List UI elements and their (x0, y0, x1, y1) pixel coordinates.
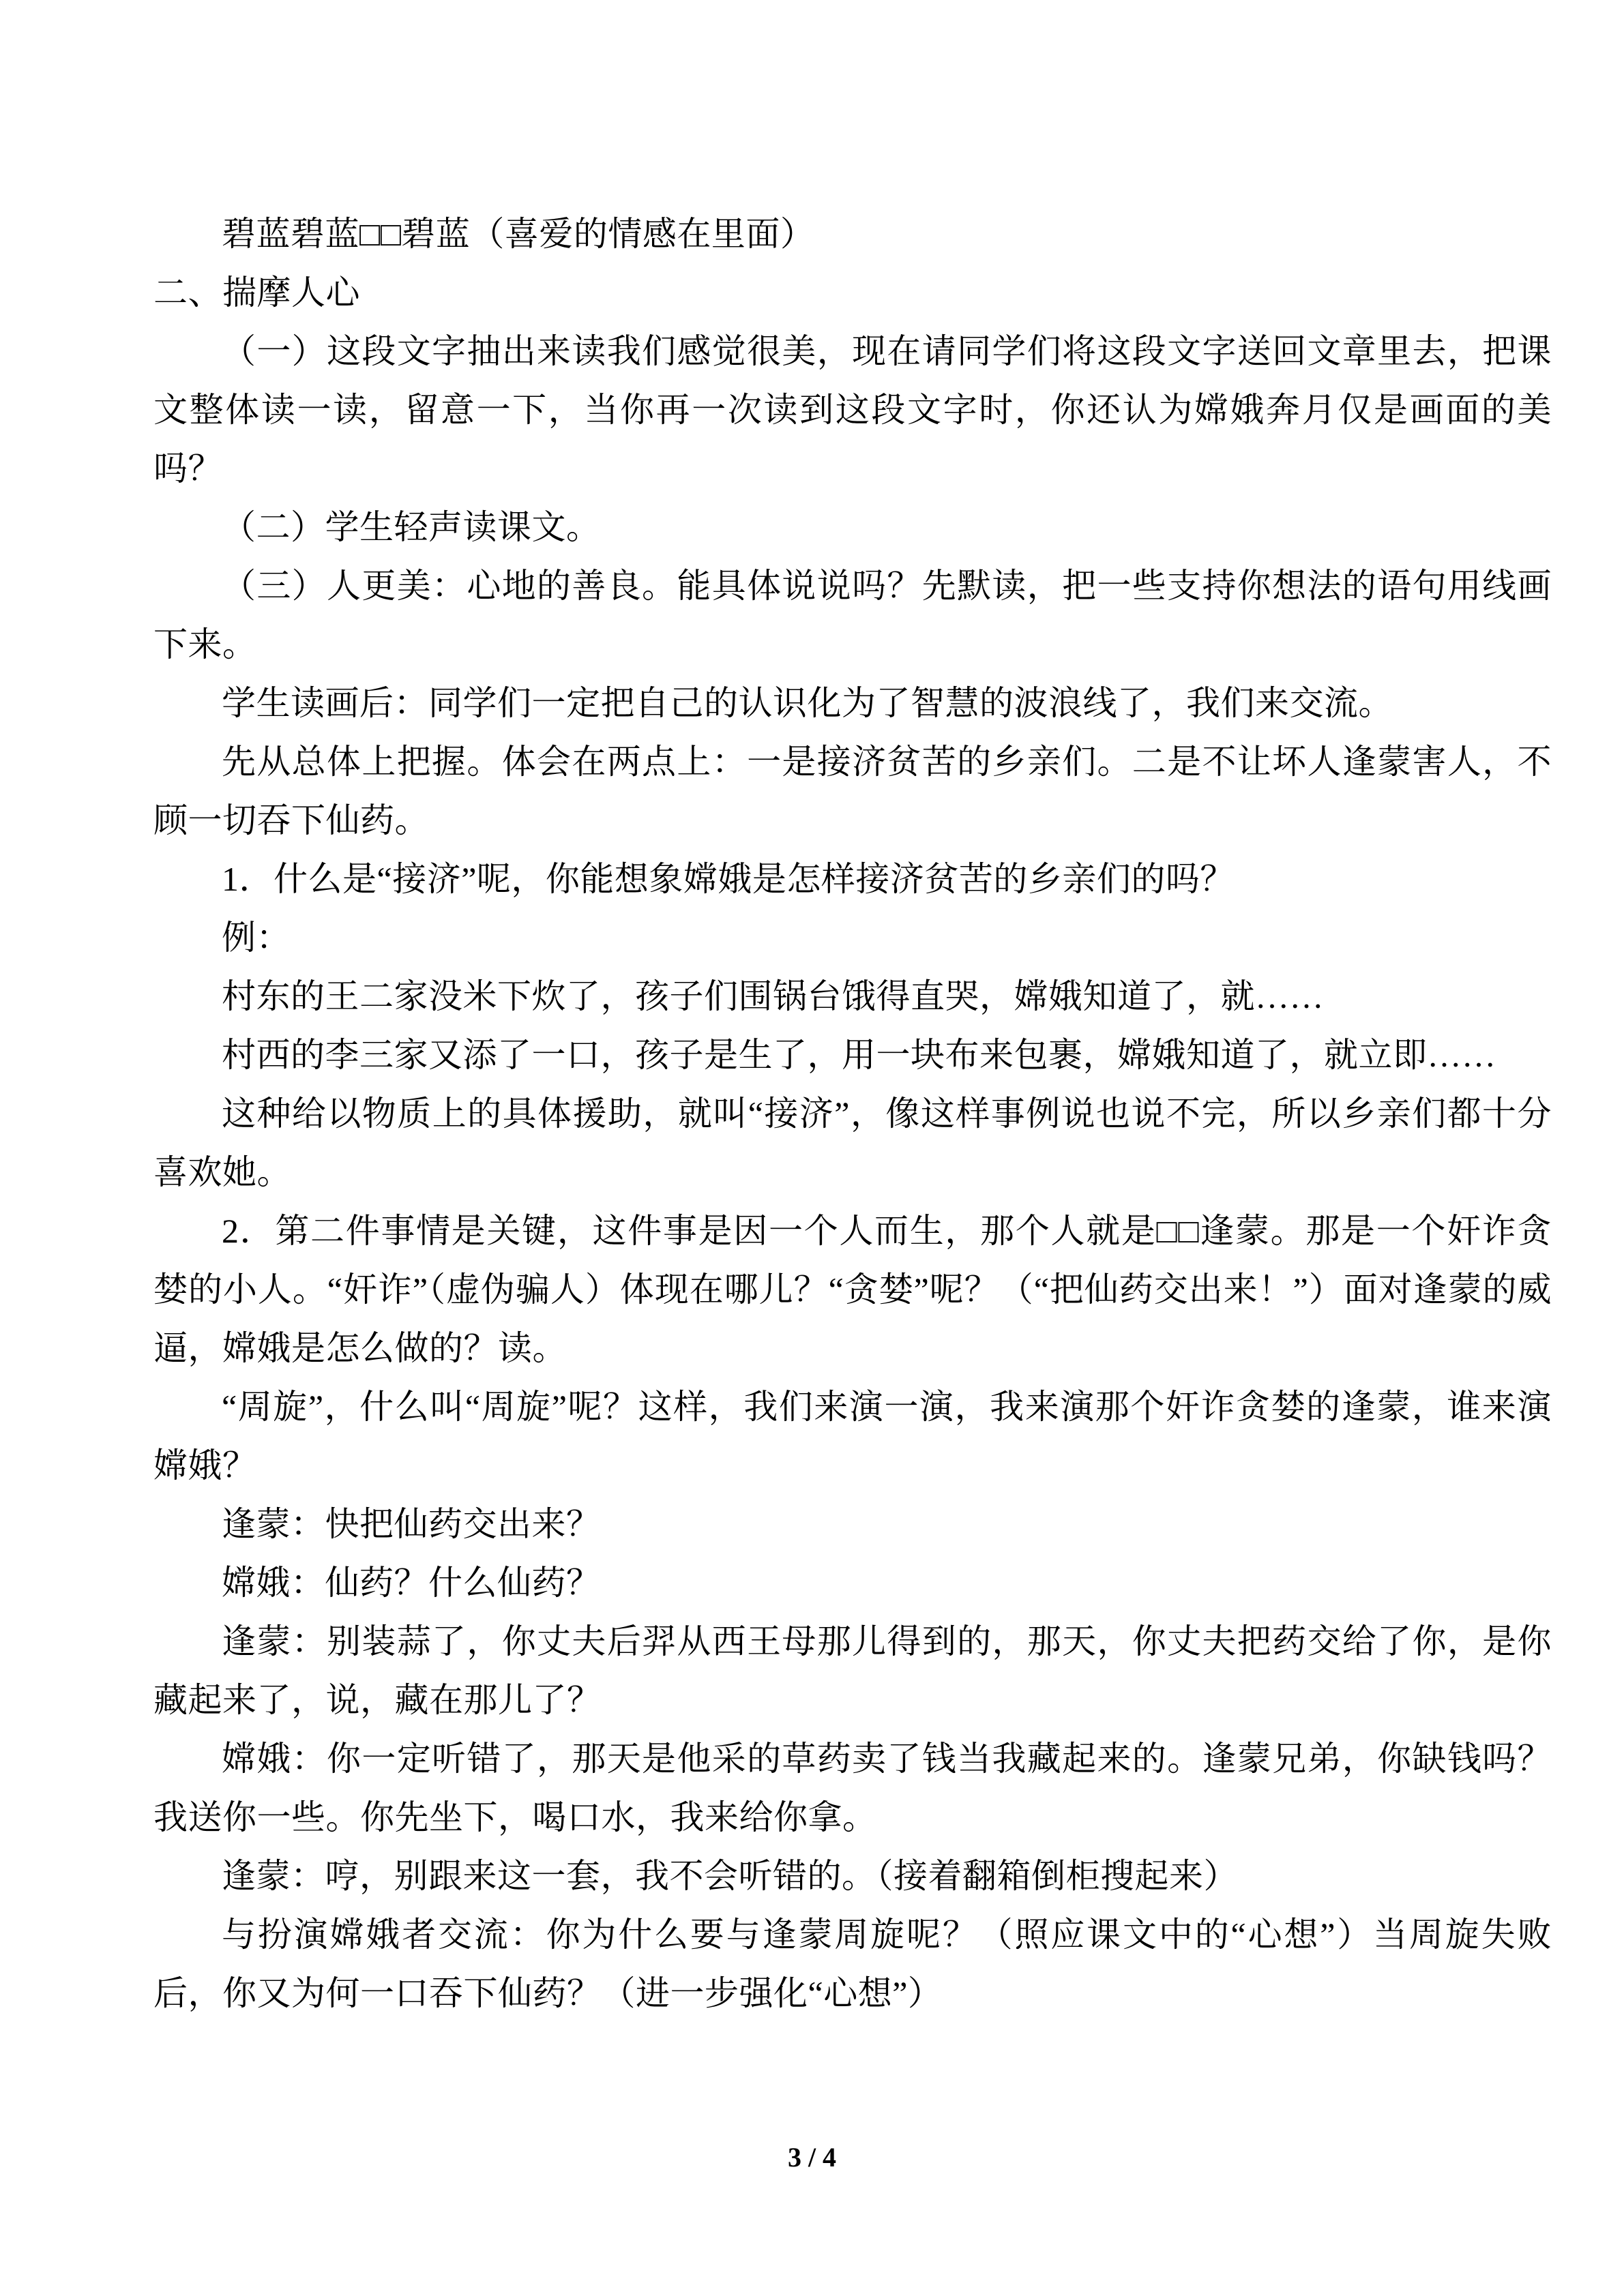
paragraph: （一）这段文字抽出来读我们感觉很美，现在请同学们将这段文字送回文章里去，把课文整体读一读，留意一下，当你再一次读到这段文字时，你还认为嫦娥奔月仅是画面的美吗？ (153, 332, 1552, 488)
paragraph: （二）学生轻声读课文。 (222, 508, 601, 546)
paragraph: “周旋”，什么叫“周旋”呢？这样，我们来演一演，我来演那个奸诈贪婪的逢蒙，谁来演嫦娥？ (153, 1388, 1552, 1485)
paragraph: 1．什么是“接济”呢，你能想象嫦娥是怎样接济贫苦的乡亲们的吗？ (222, 860, 1235, 898)
paragraph: 例： (222, 919, 291, 957)
paragraph: 碧蓝碧蓝□□碧蓝（喜爱的情感在里面） (222, 215, 815, 253)
paragraph: 与扮演嫦娥者交流：你为什么要与逢蒙周旋呢？（照应课文中的“心想”）当周旋失败后，你又为何一口吞下仙药？（进一步强化“心想”） (153, 1915, 1552, 2012)
paragraph: 村东的王二家没米下炊了，孩子们围锅台饿得直哭，嫦娥知道了，就…… (222, 977, 1324, 1015)
paragraph: 村西的李三家又添了一口，孩子是生了，用一块布来包裹，嫦娥知道了，就立即…… (222, 1036, 1496, 1074)
dialogue-line: 逢蒙：快把仙药交出来？ (222, 1505, 601, 1543)
paragraph: 学生读画后：同学们一定把自己的认识化为了智慧的波浪线了，我们来交流。 (222, 684, 1393, 722)
document-body (153, 205, 1552, 2023)
paragraph: （三）人更美：心地的善良。能具体说说吗？先默读，把一些支持你想法的语句用线画下来。 (153, 567, 1552, 664)
dialogue-line: 嫦娥：你一定听错了，那天是他采的草药卖了钱当我藏起来的。逢蒙兄弟，你缺钱吗？我送你一些。你先坐下，喝口水，我来给你拿。 (153, 1740, 1552, 1836)
dialogue-line: 逢蒙：哼，别跟来这一套，我不会听错的。（接着翻箱倒柜搜起来） (222, 1857, 1238, 1895)
paragraph: 这种给以物质上的具体援助，就叫“接济”，像这样事例说也说不完，所以乡亲们都十分喜欢她。 (153, 1094, 1552, 1191)
paragraph: 先从总体上把握。体会在两点上：一是接济贫苦的乡亲们。二是不让坏人逢蒙害人，不顾一切吞下仙药。 (153, 743, 1552, 839)
page-footer (0, 2141, 1624, 2174)
page-number: 3 / 4 (787, 2142, 837, 2173)
section-heading: 二、揣摩人心 (153, 273, 360, 312)
paragraph: 2．第二件事情是关键，这件事是因一个人而生，那个人就是□□逢蒙。那是一个奸诈贪婪的小人。“奸诈”（虚伪骗人）体现在哪儿？“贪婪”呢？（“把仙药交出来！”）面对逢蒙的威逼，嫦娥是怎么做的？读。 (153, 1212, 1552, 1367)
dialogue-line: 嫦娥：仙药？什么仙药？ (222, 1564, 601, 1602)
dialogue-line: 逢蒙：别装蒜了，你丈夫后羿从西王母那儿得到的，那天，你丈夫把药交给了你，是你藏起来了，说，藏在那儿了？ (153, 1622, 1552, 1719)
